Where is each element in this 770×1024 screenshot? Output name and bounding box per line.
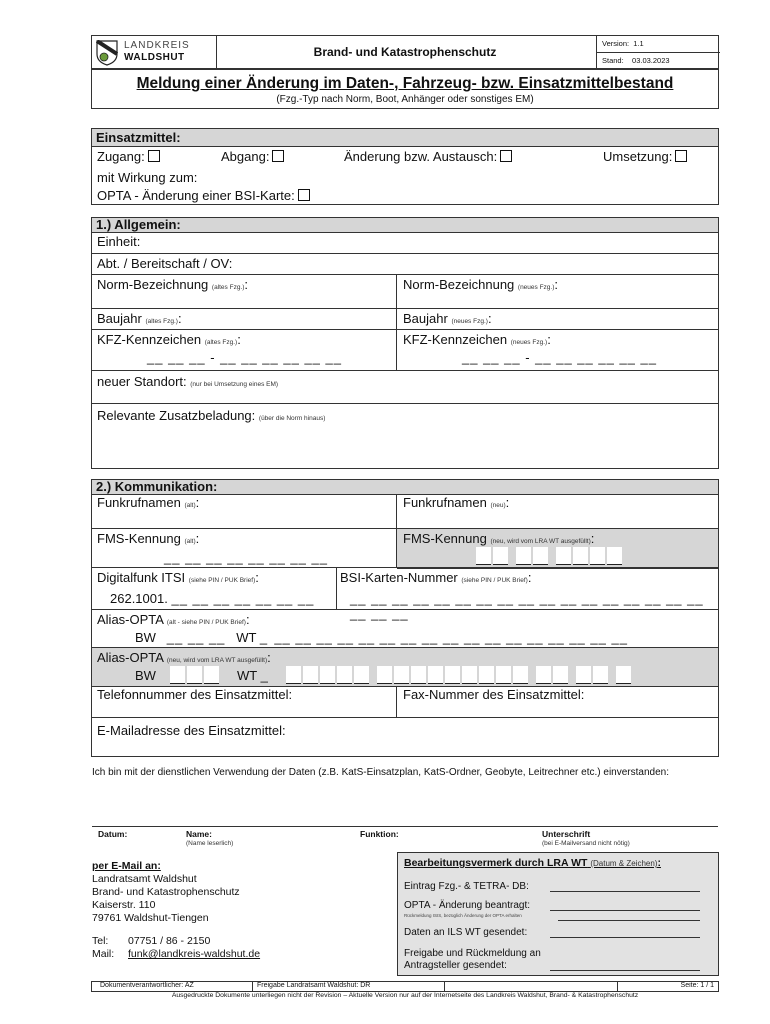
- baujahr-neu-label: Baujahr: [403, 311, 448, 326]
- fms-alt-input[interactable]: __ __ __ __ __ __ __ __: [164, 550, 328, 565]
- aenderung-checkbox[interactable]: [500, 150, 512, 162]
- logo-text-bottom: WALDSHUT: [124, 52, 185, 63]
- page-subtitle: (Fzg.-Typ nach Norm, Boot, Anhänger oder sonstiges EM): [276, 94, 534, 105]
- page-number: Seite: 1 / 1: [680, 982, 714, 989]
- kfz-neu-label: KFZ-Kennzeichen: [403, 332, 508, 347]
- bearbeitung-box: Bearbeitungsvermerk durch LRA WT (Datum & Zeichen): Eintrag Fzg.- & TETRA- DB: OPTA - Änderung beantragt: Rückmeldung ISIS, bezüglich Änderung der OPTA erhalten Daten an ILS WT gesendet: Freigabe und Rückmeldung an Antragsteller gesendet:: [397, 852, 719, 976]
- kfz-alt-label: KFZ-Kennzeichen: [97, 332, 202, 347]
- standort-label: neuer Standort:: [97, 374, 187, 389]
- datum-label: Datum:: [98, 829, 128, 839]
- alias-alt-label: Alias-OPTA: [97, 612, 164, 627]
- fms-neu-label: FMS-Kennung: [403, 531, 487, 546]
- footer-table: Dokumentverantwortlicher: AZ Freigabe Landratsamt Waldshut: DR Seite: 1 / 1: [91, 981, 719, 992]
- opta-label: OPTA - Änderung einer BSI-Karte:: [97, 188, 295, 203]
- funk-neu-label: Funkrufnamen: [403, 495, 487, 510]
- logo-text-top: LANDKREIS: [124, 40, 190, 51]
- department-title: Brand- und Katastrophenschutz: [313, 45, 497, 59]
- address-block: per E-Mail an: Landratsamt Waldshut Brand- und Katastrophenschutz Kaiserstr. 110 79761 Waldshut-Tiengen Tel: 07751 / 86 - 2150 Mail: funk@landkreis-waldshut.de: [92, 860, 382, 961]
- fms-alt-label: FMS-Kennung: [97, 531, 181, 546]
- alias-neu-row: Alias-OPTA (neu, wird vom LRA WT ausgefüllt): BW WT _: [92, 648, 718, 687]
- signature-row: Datum: Name: (Name leserlich) Funktion: Unterschrift (bei E-Mailversand nicht nötig): [92, 826, 718, 853]
- digital-label: Digitalfunk ITSI: [97, 570, 186, 585]
- bearbeitung-item2: OPTA - Änderung beantragt:: [404, 900, 531, 911]
- zusatz-label: Relevante Zusatzbeladung:: [97, 408, 256, 423]
- digital-prefix: 262.1001.: [110, 591, 168, 606]
- digital-input[interactable]: __ __ __ __ __ __ __: [171, 591, 315, 606]
- shield-logo-icon: [96, 40, 118, 66]
- abt-label: Abt. / Bereitschaft / OV:: [97, 256, 233, 271]
- consent-text: Ich bin mit der dienstlichen Verwendung der Daten (z.B. KatS-Einsatzplan, KatS-Ordner, Geobyte, Leitrechner etc.) einverstanden:: [92, 767, 669, 778]
- kfz-neu-input[interactable]: __ __ __ - __ __ __ __ __ __: [462, 350, 657, 365]
- address-heading: per E-Mail an:: [92, 860, 161, 872]
- footer-note: Ausgedruckte Dokumente unterliegen nicht der Revision – Aktuelle Version nur auf der Internetseite des Landkreis Waldshut, Brand- & Katastrophenschutz: [171, 992, 639, 999]
- kfz-alt-input[interactable]: __ __ __ - __ __ __ __ __ __: [147, 350, 342, 365]
- funk-alt-label: Funkrufnamen: [97, 495, 181, 510]
- einsatzmittel-heading: Einsatzmittel: [96, 130, 177, 145]
- stand: Stand: 03.03.2023: [602, 56, 670, 65]
- alias-neu-boxes: [170, 666, 221, 684]
- header-table: [91, 35, 719, 69]
- baujahr-alt-label: Baujahr: [97, 311, 142, 326]
- einheit-label: Einheit:: [97, 234, 141, 249]
- einsatzmittel-section: Einsatzmittel: Zugang: Abgang: Änderung bzw. Austausch: Umsetzung: mit Wirkung zum: OPTA - Änderung einer BSI-Karte:: [91, 128, 719, 205]
- alias-alt-input-2[interactable]: __ __ __ __ __ __ __ __ __ __ __ __ __ __ __ __ __: [274, 630, 628, 645]
- umsetzung-checkbox[interactable]: [675, 150, 687, 162]
- bsi-input[interactable]: __ __ __ __ __ __ __ __ __ __ __ __ __ __ __ __ __ __ __ __: [350, 591, 704, 621]
- abgang-checkbox[interactable]: [272, 150, 284, 162]
- aenderung-label: Änderung bzw. Austausch:: [344, 149, 498, 164]
- bearbeitung-item3: Daten an ILS WT gesendet:: [404, 927, 528, 938]
- funktion-label: Funktion:: [360, 829, 399, 839]
- zugang-label: Zugang:: [97, 149, 145, 164]
- wirkung-label: mit Wirkung zum:: [97, 170, 198, 185]
- unterschrift-label: Unterschrift: [542, 829, 591, 839]
- bearbeitung-item1: Eintrag Fzg.- & TETRA- DB:: [404, 881, 529, 892]
- bearbeitung-item4: Freigabe und Rückmeldung an Antragsteller gesendet:: [404, 948, 541, 971]
- bsi-label: BSI-Karten-Nummer: [340, 570, 458, 585]
- alias-alt-input-1[interactable]: __ __ __: [166, 630, 226, 645]
- allgemein-heading: 1.) Allgemein:: [92, 218, 718, 233]
- fms-neu-boxes: [476, 547, 624, 565]
- tel-value: 07751 / 86 - 2150: [128, 935, 211, 947]
- version: Version: 1.1: [602, 39, 644, 48]
- norm-neu-label: Norm-Bezeichnung: [403, 277, 515, 292]
- umsetzung-label: Umsetzung:: [603, 149, 673, 164]
- alias-neu-label: Alias-OPTA: [97, 650, 164, 665]
- zugang-checkbox[interactable]: [148, 150, 160, 162]
- opta-checkbox[interactable]: [298, 189, 310, 201]
- mail-link[interactable]: funk@landkreis-waldshut.de: [128, 948, 261, 960]
- norm-alt-label: Norm-Bezeichnung: [97, 277, 209, 292]
- page-title: Meldung einer Änderung im Daten-, Fahrzeug- bzw. Einsatzmittelbestand: [136, 75, 674, 92]
- fax-label: Fax-Nummer des Einsatzmittel:: [403, 687, 585, 702]
- kommunikation-heading: 2.) Kommunikation:: [92, 480, 718, 495]
- name-label: Name:: [186, 829, 212, 839]
- abgang-label: Abgang:: [221, 149, 270, 164]
- alias-neu-boxes-2: [286, 666, 633, 684]
- title-box: [91, 69, 719, 109]
- telefon-label: Telefonnummer des Einsatzmittel:: [97, 687, 293, 702]
- logo: [94, 39, 216, 67]
- email-label: E-Mailadresse des Einsatzmittel:: [97, 723, 286, 738]
- bearbeitung-heading: Bearbeitungsvermerk durch LRA WT: [404, 857, 588, 869]
